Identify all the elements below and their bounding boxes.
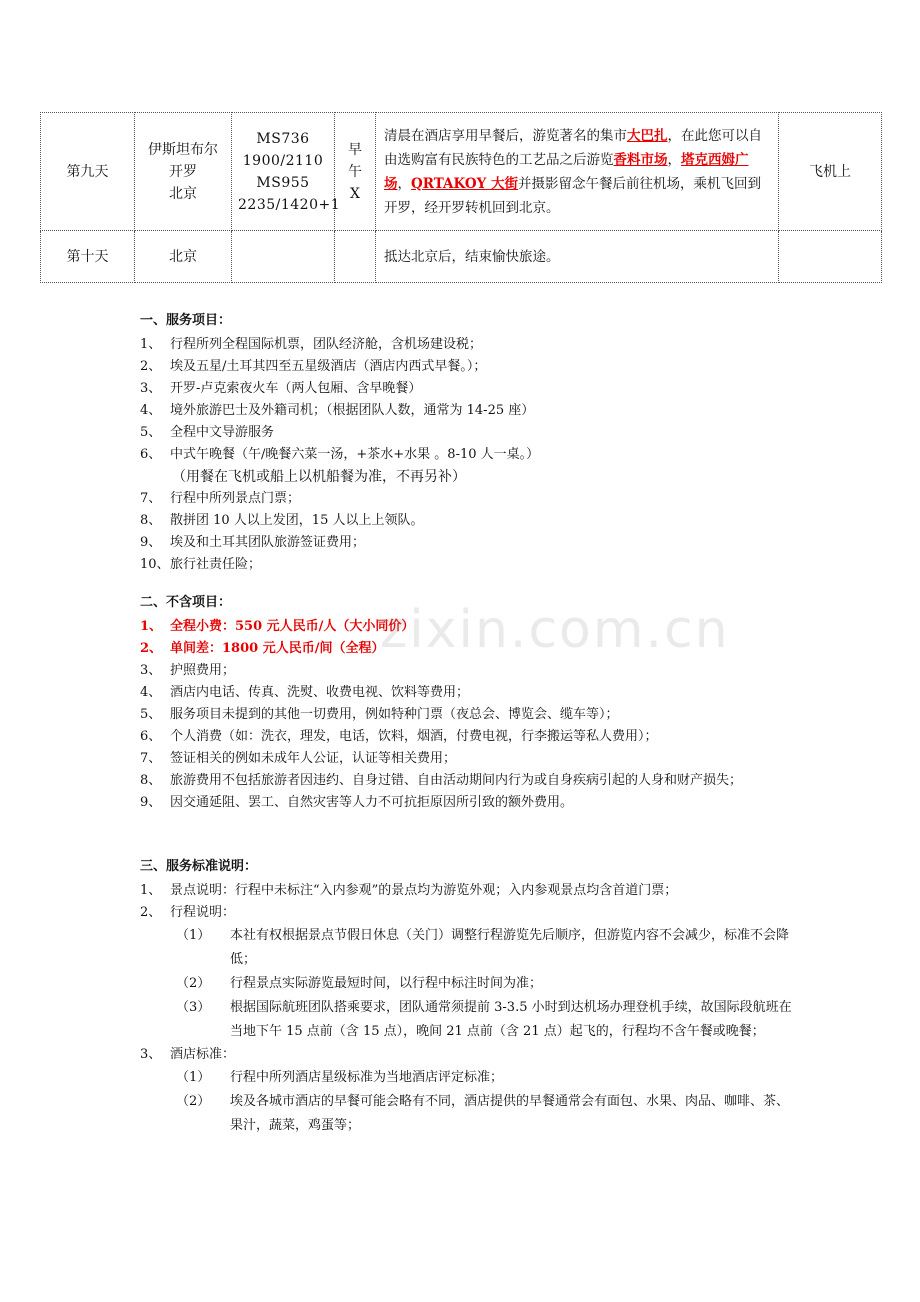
hotel-cell: [779, 231, 882, 283]
list-item: [140, 1044, 800, 1066]
meals-cell: [335, 113, 376, 231]
city: 伊斯坦布尔: [148, 141, 218, 158]
desc-text: 清晨在酒店享用早餐后，游览著名的集市: [384, 127, 627, 144]
highlight-taksim-square: 塔克西姆广场: [384, 151, 749, 192]
item-text: 因交通延阻、罢工、自然灾害等人力不可抗拒原因所引致的额外费用。: [170, 795, 574, 810]
highlight-spice-market: 香料市场: [613, 151, 668, 168]
item-text: 签证相关的例如未成年人公证，认证等相关费用；: [170, 751, 457, 766]
item-number: 9、: [140, 795, 162, 810]
flights-cell: [232, 113, 341, 231]
section-title: 三、服务标准说明：: [140, 859, 258, 874]
cities-cell: 北京: [135, 231, 232, 283]
item-number: 1、: [140, 619, 163, 634]
hotel-cell: 飞机上: [779, 113, 882, 231]
item-number: 5、: [140, 425, 162, 440]
highlight-grand-bazaar: 大巴扎: [627, 127, 668, 144]
item-number: 2、: [140, 359, 162, 374]
meals-cell: [335, 231, 376, 283]
meal: 早: [348, 141, 362, 158]
flights-cell: [232, 231, 335, 283]
itinerary-row-day10: [41, 231, 882, 283]
item-number: 2、: [140, 905, 162, 920]
sub-number: （2）: [176, 976, 211, 991]
item-number: 5、: [140, 707, 162, 722]
item-text: 旅游费用不包括旅游者因违约、自身过错、自由活动期间内行为或自身疾病引起的人身和财产损失；: [170, 773, 743, 788]
list-item: [140, 422, 800, 444]
sub-item: [140, 924, 800, 972]
flight-line: MS955: [256, 174, 310, 191]
list-item: [140, 726, 800, 748]
list-item: [140, 704, 800, 726]
list-item: [140, 400, 800, 422]
flight-line: 1900/2110: [242, 152, 324, 169]
sub-text: 行程中所列酒店星级标准为当地酒店评定标准；: [230, 1070, 504, 1085]
item-number: 7、: [140, 491, 162, 506]
item-text: 埃及和土耳其团队旅游签证费用；: [170, 535, 366, 550]
item-number: 6、: [140, 729, 162, 744]
sub-number: （1）: [176, 928, 211, 943]
list-item: [140, 660, 800, 682]
desc-text: ，在此您可以自由选购富有民族特色的工艺品之后游览: [384, 127, 762, 168]
day-description: 抵达北京后，结束愉快旅途。: [376, 231, 779, 283]
item-text: 全程中文导游服务: [170, 425, 275, 440]
item-number: 2、: [140, 641, 163, 656]
list-item: [140, 334, 800, 356]
item-number: 3、: [140, 663, 162, 678]
list-item: [140, 554, 800, 576]
item-number: 7、: [140, 751, 162, 766]
item-text: 中式午晚餐（午/晚餐六菜一汤，+茶水+水果 。8-10 人一桌。）: [170, 447, 540, 462]
list-item: [140, 488, 800, 510]
meal-note: （用餐在飞机或船上以机船餐为准，不再另补）: [172, 469, 466, 485]
item-text: 酒店标准：: [170, 1047, 236, 1062]
sub-text: 行程景点实际游览最短时间，以行程中标注时间为准；: [230, 976, 543, 991]
sub-number: （2）: [176, 1094, 211, 1109]
item-number: 1、: [140, 883, 162, 898]
item-number: 10、: [140, 557, 170, 572]
list-item: [140, 532, 800, 554]
meal: X: [350, 185, 360, 202]
highlight-ortakoy-street: QRTAKOY 大街: [411, 175, 518, 192]
day-label: 第九天: [41, 113, 135, 231]
city: 开罗: [169, 163, 197, 180]
item-text: 酒店内电话、传真、洗熨、收费电视、饮料等费用；: [170, 685, 470, 700]
item-number: 9、: [140, 535, 162, 550]
item-text: 行程所列全程国际机票，团队经济舱，含机场建设税；: [170, 337, 483, 352]
item-text: 单间差：1800 元人民币/间（全程）: [170, 641, 385, 656]
item-text: 全程小费：550 元人民币/人（大小同价）: [170, 619, 415, 634]
item-text: 景点说明：行程中未标注“入内参观”的景点均为游览外观；入内参观景点均含首道门票；: [170, 883, 678, 898]
standards-section: [140, 856, 800, 1138]
item-text: 旅行社责任险；: [170, 557, 262, 572]
sub-item: [140, 972, 800, 996]
item-number: 3、: [140, 1047, 162, 1062]
flight-line: 2235/1420+1: [238, 196, 341, 213]
sub-text: 埃及各城市酒店的早餐可能会略有不同，酒店提供的早餐通常会有面包、水果、肉品、咖啡、茶、果汁，蔬菜，鸡蛋等；: [230, 1094, 790, 1133]
item-number: 3、: [140, 381, 162, 396]
list-item: [140, 682, 800, 704]
day-description: [376, 113, 779, 231]
itinerary-table: [40, 112, 882, 283]
desc-text: 并摄影留念午餐后前往机场，乘机飞回到开罗，经开罗转机回到北京。: [384, 175, 761, 216]
list-item: [140, 792, 800, 814]
list-item: [140, 902, 800, 924]
item-number: 4、: [140, 685, 162, 700]
list-item: [140, 378, 800, 400]
sub-text: 本社有权根据景点节假日休息（关门）调整行程游览先后顺序，但游览内容不会减少，标准不会降低；: [230, 928, 790, 967]
meal: 午: [348, 163, 362, 180]
list-item: [140, 748, 800, 770]
item-number: 8、: [140, 513, 162, 528]
item-text: 行程中所列景点门票；: [170, 491, 301, 506]
section-title: 二、不含项目：: [140, 595, 232, 610]
flight-line: MS736: [256, 130, 310, 147]
cities-cell: [135, 113, 232, 231]
item-number: 8、: [140, 773, 162, 788]
item-text: 境外旅游巴士及外籍司机；（根据团队人数，通常为 14-25 座）: [170, 403, 535, 418]
sub-item: [140, 996, 800, 1044]
list-item: [140, 356, 800, 378]
watermark: zixin.com.cn: [380, 600, 730, 660]
item-number: 1、: [140, 337, 162, 352]
sub-number: （3）: [176, 1000, 211, 1015]
day-label: 第十天: [41, 231, 135, 283]
item-text: 散拼团 10 人以上发团，15 人以上上领队。: [170, 513, 424, 528]
sub-number: （1）: [176, 1070, 211, 1085]
desc-text: ，: [397, 175, 411, 192]
list-item: [140, 510, 800, 532]
sub-item: [140, 1090, 800, 1138]
desc-text: ，: [667, 151, 681, 168]
item-text: 护照费用；: [170, 663, 236, 678]
itinerary-row-day9: [41, 113, 882, 231]
services-section: [140, 310, 800, 576]
list-item: [140, 770, 800, 792]
list-item: [140, 444, 800, 466]
section-title: 一、服务项目：: [140, 313, 232, 328]
item-text: 埃及五星/土耳其四至五星级酒店（酒店内西式早餐。）；: [170, 359, 487, 374]
sub-text: 根据国际航班团队搭乘要求，团队通常须提前 3-3.5 小时到达机场办理登机手续，故国际段航班在当地下午 15 点前（含 15 点），晚间 21 点前（含 21 点）起飞的，行程均不含午餐或晚餐；: [230, 1000, 792, 1039]
item-text: 服务项目未提到的其他一切费用，例如特种门票（夜总会、博览会、缆车等）；: [170, 707, 619, 722]
item-number: 4、: [140, 403, 162, 418]
item-number: 6、: [140, 447, 162, 462]
item-text: 个人消费（如：洗衣，理发，电话，饮料，烟酒，付费电视，行李搬运等私人费用）；: [170, 729, 658, 744]
item-text: 开罗-卢克索夜火车（两人包厢、含早晚餐）: [170, 381, 422, 396]
sub-item: [140, 1066, 800, 1090]
list-item: [140, 880, 800, 902]
city: 北京: [169, 185, 197, 202]
item-text: 行程说明：: [170, 905, 236, 920]
